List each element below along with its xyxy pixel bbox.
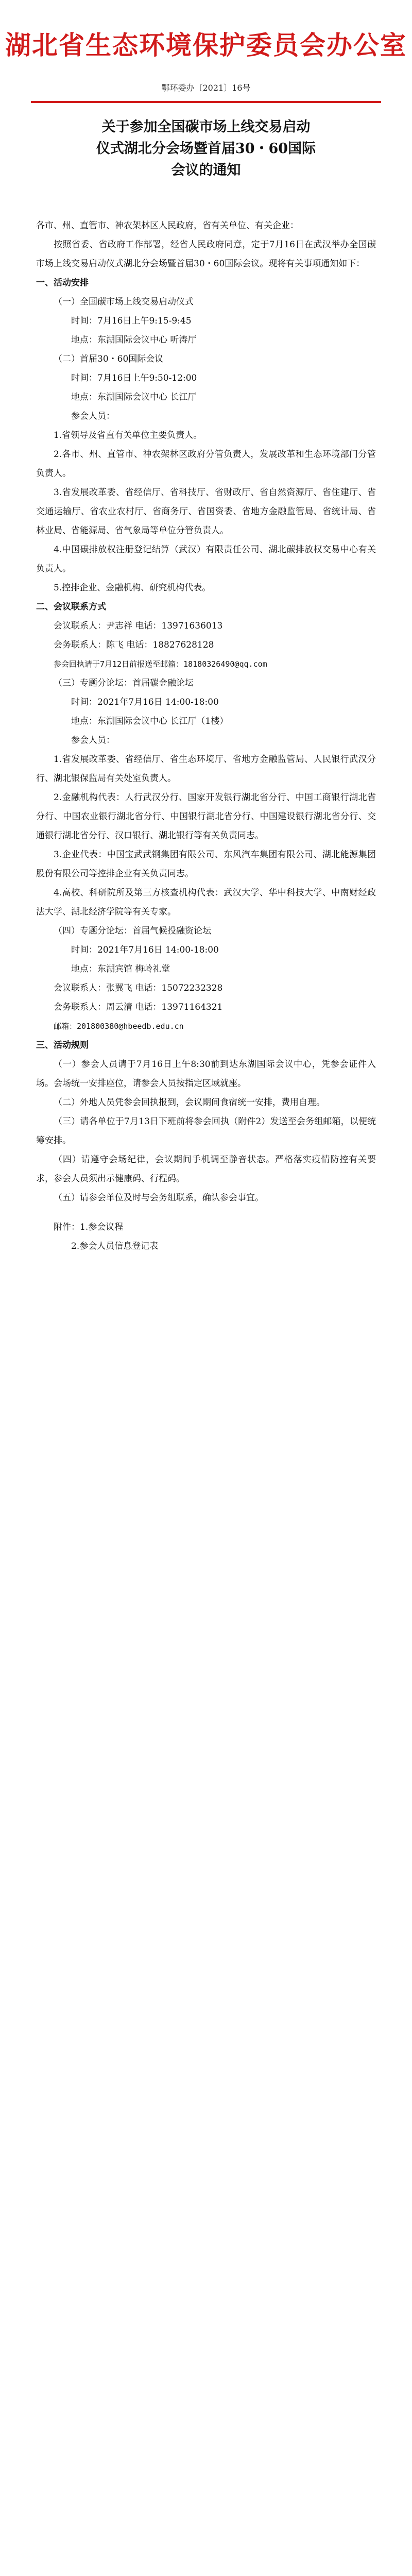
- paragraph: 会务联系人：陈飞 电话：18827628128: [54, 640, 214, 650]
- paragraph: 参会人员：: [71, 411, 115, 421]
- paragraph: 会议联系人：张翼飞 电话：15072232328: [54, 983, 223, 993]
- paragraph: （四）请遵守会场纪律，会议期间手机调至静音状态。严格落实疫情防控有关要求，参会人员须出示健康码、行程码。: [36, 1155, 376, 1184]
- section-heading: 三、活动规则: [36, 1040, 89, 1050]
- red-divider-line: [31, 101, 381, 103]
- paragraph: （三）请各单位于7月13日下班前将参会回执（附件2）发送至会务组邮箱，以便统筹安排。: [36, 1116, 376, 1146]
- title-line: 会议的通知: [171, 162, 241, 178]
- paragraph: 1.省发展改革委、省经信厅、省生态环境厅、省地方金融监管局、人民银行武汉分行、湖北银保监局有关处室负责人。: [36, 754, 376, 784]
- attachment-line: 2.参会人员信息登记表: [71, 1241, 159, 1251]
- paragraph: （五）请参会单位及时与会务组联系，确认参会事宜。: [54, 1193, 264, 1203]
- paragraph: （四）专题分论坛：首届气候投融资论坛: [54, 926, 211, 936]
- paragraph: 4.高校、科研院所及第三方核查机构代表：武汉大学、华中科技大学、中南财经政法大学、湖北经济学院等有关专家。: [36, 888, 376, 917]
- paragraph: （二）首届30・60国际会议: [54, 354, 164, 364]
- paragraph: 时间：7月16日上午9:15-9:45: [71, 316, 192, 326]
- paragraph: 1.省领导及省直有关单位主要负责人。: [54, 430, 202, 440]
- paragraph: 参会人员：: [71, 735, 115, 745]
- section-heading: 一、活动安排: [36, 278, 89, 288]
- document-number: 鄂环委办〔2021〕16号: [161, 83, 251, 93]
- paragraph: 2.金融机构代表：人行武汉分行、国家开发银行湖北省分行、中国工商银行湖北省分行、中国农业银行湖北省分行、中国银行湖北省分行、中国建设银行湖北省分行、交通银行湖北省分行、汉口银行、湖北银行等有关负责同志。: [36, 792, 376, 841]
- paragraph: 地点：东湖国际会议中心 长江厅（1楼）: [71, 716, 229, 726]
- issuer-masthead: 湖北省生态环境保护委员会办公室: [5, 30, 407, 60]
- paragraph: 时间：2021年7月16日 14:00-18:00: [71, 945, 219, 955]
- paragraph: （一）参会人员请于7月16日上午8:30前到达东湖国际会议中心，凭参会证件入场。会场统一安排座位，请参会人员按指定区域就座。: [36, 1059, 376, 1089]
- attachment-line: 附件：1.参会议程: [54, 1222, 124, 1232]
- paragraph: 地点：东湖宾馆 梅岭礼堂: [71, 964, 170, 974]
- document-body: [36, 216, 376, 1256]
- paragraph: 时间：7月16日上午9:50-12:00: [71, 373, 197, 383]
- email-address[interactable]: 参会回执请于7月12日前报送至邮箱：18180326490@qq.com: [54, 659, 267, 669]
- paragraph: 会议联系人：尹志祥 电话：13971636013: [54, 621, 223, 631]
- intro-paragraph: 按照省委、省政府工作部署，经省人民政府同意，定于7月16日在武汉举办全国碳市场上线交易启动仪式湖北分会场暨首届30・60国际会议。现将有关事项通知如下：: [36, 240, 376, 269]
- paragraph: 地点：东湖国际会议中心 听涛厅: [71, 335, 197, 345]
- paragraph: 时间：2021年7月16日 14:00-18:00: [71, 697, 219, 707]
- paragraph: 4.中国碳排放权注册登记结算（武汉）有限责任公司、湖北碳排放权交易中心有关负责人。: [36, 545, 376, 574]
- paragraph: 地点：东湖国际会议中心 长江厅: [71, 392, 197, 402]
- paragraph: 会务联系人：周云清 电话：13971164321: [54, 1002, 223, 1012]
- paragraph: 3.企业代表：中国宝武武钢集团有限公司、东风汽车集团有限公司、湖北能源集团股份有限公司等控排企业有关负责同志。: [36, 850, 376, 879]
- title-line: 关于参加全国碳市场上线交易启动: [101, 119, 311, 135]
- paragraph: （一）全国碳市场上线交易启动仪式: [54, 297, 194, 307]
- paragraph: 5.控排企业、金融机构、研究机构代表。: [54, 583, 211, 593]
- document-title: [41, 116, 371, 181]
- title-line: 仪式湖北分会场暨首届30・60国际: [96, 141, 316, 157]
- paragraph: （三）专题分论坛：首届碳金融论坛: [54, 678, 194, 688]
- paragraph: 3.省发展改革委、省经信厅、省科技厅、省财政厅、省自然资源厅、省住建厅、省交通运输厅、省农业农村厅、省商务厅、省国资委、省地方金融监管局、省统计局、省林业局、省能源局、省气象局等单位分管负责人。: [36, 487, 376, 536]
- recipients: 各市、州、直管市、神农架林区人民政府，省有关单位、有关企业：: [36, 221, 299, 231]
- section-heading: 二、会议联系方式: [36, 602, 106, 612]
- paragraph: （二）外地人员凭参会回执报到，会议期间食宿统一安排，费用自理。: [54, 1097, 325, 1108]
- paragraph: 2.各市、州、直管市、神农架林区政府分管负责人，发展改革和生态环境部门分管负责人。: [36, 449, 376, 479]
- email-address[interactable]: 邮箱：201800380@hbeedb.edu.cn: [54, 1022, 184, 1031]
